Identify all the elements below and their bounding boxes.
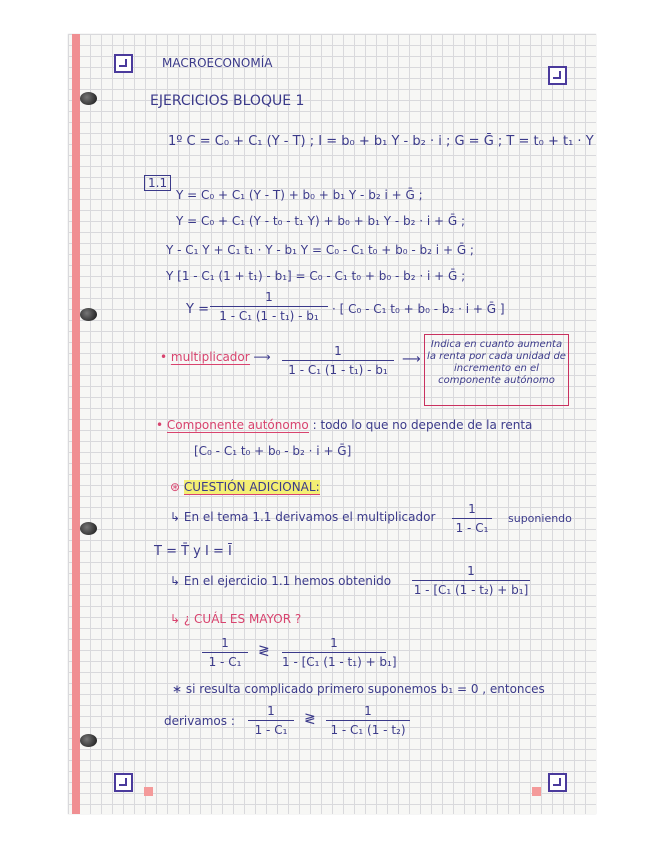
derivamos-label: derivamos : [164, 714, 235, 728]
ring-hole [80, 734, 97, 747]
margin-line [72, 34, 80, 814]
ring-hole [80, 308, 97, 321]
exercise-label: 1.1 [144, 176, 171, 190]
cuestion-label: ⊛ CUESTIÓN ADICIONAL: [170, 480, 320, 494]
cmp-sign: ≷ [258, 643, 270, 659]
multiplicador-note: Indica en cuanto aumenta la renta por cada unidad de incremento en el componente autónomo [424, 334, 569, 406]
corner-mark [532, 787, 541, 796]
frac2: 1 1 - [C₁ (1 - t₂) + b₁] [413, 564, 529, 597]
star-line: ∗ si resulta complicado primero suponemos b₁ = 0 , entonces [172, 682, 545, 696]
corner-mark [144, 787, 153, 796]
cmp-right-fraction: 1 1 - [C₁ (1 - t₁) + b₁] [282, 636, 397, 669]
y-lhs: Y = [186, 302, 209, 317]
derivation-line: Y = C₀ + C₁ (Y - t₀ - t₁ Y) + b₀ + b₁ Y - b₂ · i + Ḡ ; [176, 214, 466, 228]
ring-hole [80, 522, 97, 535]
y-fraction: 1 1 - C₁ (1 - t₁) - b₁ [210, 290, 328, 323]
cuestion-line3: ↳ En el ejercicio 1.1 hemos obtenido [170, 574, 392, 588]
question-line: ↳ ¿ CUÁL ES MAYOR ? [170, 612, 302, 626]
model-equations: 1º C = C₀ + C₁ (Y - T) ; I = b₀ + b₁ Y - b₂ · i ; G = Ḡ ; T = t₀ + t₁ · Y [168, 134, 594, 149]
derivation-line: Y - C₁ Y + C₁ t₁ · Y - b₁ Y = C₀ - C₁ t₀ + b₀ - b₂ i + Ḡ ; [166, 243, 474, 257]
multiplicador-fraction: 1 1 - C₁ (1 - t₁) - b₁ [282, 344, 394, 377]
corner-logo-icon [114, 54, 133, 73]
corner-logo-icon [114, 773, 133, 792]
last-cmp-sign: ≷ [304, 711, 316, 727]
y-rhs: · [ C₀ - C₁ t₀ + b₀ - b₂ · i + Ḡ ] [332, 302, 505, 316]
cmp-left-fraction: 1 1 - C₁ [202, 636, 248, 669]
componente-line: • Componente autónomo : todo lo que no depende de la renta [156, 418, 533, 432]
corner-logo-icon [548, 773, 567, 792]
assumption-line: T = T̄ y I = Ī [154, 544, 232, 559]
page-heading: EJERCICIOS BLOQUE 1 [150, 93, 305, 109]
ring-hole [80, 92, 97, 105]
arrow-icon: ⟶ [402, 352, 421, 367]
derivation-line: Y [1 - C₁ (1 + t₁) - b₁] = C₀ - C₁ t₀ + b₀ - b₂ · i + Ḡ ; [166, 269, 466, 283]
frac1: 1 1 - C₁ [452, 502, 492, 535]
last-right-fraction: 1 1 - C₁ (1 - t₂) [326, 704, 410, 737]
header-title: MACROECONOMÍA [162, 56, 273, 70]
derivation-line: Y = C₀ + C₁ (Y - T) + b₀ + b₁ Y - b₂ i + Ḡ ; [176, 188, 423, 202]
componente-expr: [C₀ - C₁ t₀ + b₀ - b₂ · i + Ḡ] [194, 444, 352, 458]
cuestion-line1: ↳ En el tema 1.1 derivamos el multiplicador [170, 510, 436, 524]
multiplicador-label: • multiplicador ⟶ [160, 350, 271, 364]
corner-logo-icon [548, 66, 567, 85]
last-left-fraction: 1 1 - C₁ [248, 704, 294, 737]
cuestion-line1-end: suponiendo [508, 512, 572, 525]
